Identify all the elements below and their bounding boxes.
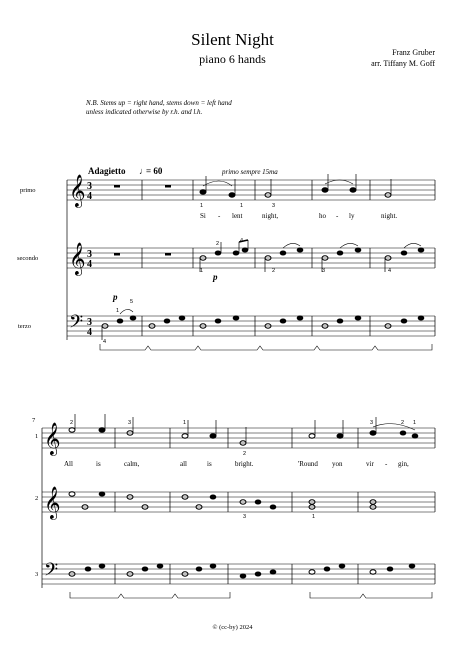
svg-text:1: 1	[413, 420, 417, 426]
copyright-footer: © (cc-by) 2024	[212, 624, 253, 631]
svg-text:3: 3	[272, 203, 276, 209]
treble-clef-icon: 𝄞	[44, 424, 61, 455]
treble-clef-icon: 𝄞	[69, 244, 86, 275]
svg-text:1: 1	[116, 308, 120, 314]
svg-text:calm,: calm,	[124, 460, 140, 468]
tempo-note-icon: ♩	[139, 166, 148, 176]
treble-clef-icon: 𝄞	[69, 176, 86, 207]
part-label-secondo: secondo	[17, 255, 39, 262]
performance-note-line-2: unless indicated otherwise by r.h. and l.h.	[86, 108, 203, 116]
svg-text:1: 1	[240, 203, 244, 209]
svg-text:ly: ly	[349, 212, 355, 220]
svg-text:4: 4	[388, 268, 392, 274]
staff-secondo-1	[67, 248, 435, 268]
dynamic-terzo: p	[113, 292, 118, 302]
tempo-value: = 60	[146, 166, 163, 176]
part-label-primo: primo	[20, 187, 36, 194]
svg-text:3: 3	[243, 514, 247, 520]
svg-text:night.: night.	[381, 212, 398, 220]
fingerings-1	[103, 203, 391, 345]
part-short-3: 3	[35, 571, 39, 578]
svg-text:3: 3	[128, 420, 132, 426]
svg-text:4: 4	[240, 238, 244, 244]
svg-text:2: 2	[401, 420, 405, 426]
svg-text:1: 1	[183, 420, 187, 426]
treble-clef-icon: 𝄞	[44, 488, 61, 519]
svg-text:gin,: gin,	[398, 460, 409, 468]
svg-text:'Round: 'Round	[298, 460, 318, 468]
arranger-name: arr. Tiffany M. Goff	[371, 59, 435, 68]
svg-text:4: 4	[87, 191, 92, 202]
svg-text:bright.: bright.	[235, 460, 254, 468]
svg-text:2: 2	[243, 451, 247, 457]
svg-text:night,: night,	[262, 212, 279, 220]
part-label-terzo: terzo	[18, 323, 31, 330]
svg-text:vir: vir	[366, 460, 374, 468]
svg-text:All: All	[64, 460, 73, 468]
score-title: Silent Night	[191, 30, 274, 49]
svg-text:1: 1	[312, 514, 316, 520]
svg-text:5: 5	[130, 299, 134, 305]
svg-text:4: 4	[87, 327, 92, 338]
staff-primo-1	[67, 180, 435, 200]
svg-text:3: 3	[87, 181, 92, 192]
svg-text:2: 2	[272, 268, 276, 274]
svg-text:is: is	[207, 460, 212, 468]
primo-notes-2	[69, 414, 418, 445]
svg-text:lent: lent	[232, 212, 243, 220]
part-short-2: 2	[35, 495, 39, 502]
composer-name: Franz Gruber	[392, 48, 435, 57]
score-subtitle: piano 6 hands	[199, 52, 266, 66]
svg-text:3: 3	[87, 317, 92, 328]
part-short-1: 1	[35, 433, 39, 440]
rests	[114, 185, 171, 256]
performance-note-line-1: N.B. Stems up = right hand, stems down = left hand	[86, 99, 232, 107]
svg-text:4: 4	[87, 259, 92, 270]
svg-text:3: 3	[370, 420, 374, 426]
lyrics-system-1	[200, 212, 397, 220]
svg-text:-: -	[385, 460, 388, 468]
svg-text:all: all	[180, 460, 187, 468]
pedal-bracket-1	[100, 344, 432, 350]
svg-text:Si: Si	[200, 212, 206, 220]
svg-text:yon: yon	[332, 460, 343, 468]
svg-text:2: 2	[70, 420, 74, 426]
bass-clef-icon: 𝄢	[44, 559, 59, 584]
svg-text:1: 1	[200, 268, 204, 274]
svg-text:3: 3	[322, 268, 326, 274]
svg-text:1: 1	[200, 203, 204, 209]
svg-text:is: is	[96, 460, 101, 468]
svg-text:ho: ho	[319, 212, 326, 220]
measure-number: 7	[32, 417, 36, 424]
terzo-notes-1	[102, 309, 424, 340]
bass-clef-icon: 𝄢	[69, 311, 84, 336]
terzo-notes-2	[69, 564, 415, 578]
svg-text:-: -	[336, 212, 339, 220]
time-signature	[87, 181, 92, 338]
dynamic-secondo: p	[213, 272, 218, 282]
svg-text:4: 4	[103, 339, 107, 345]
svg-text:3: 3	[87, 249, 92, 260]
svg-text:2: 2	[216, 241, 220, 247]
svg-text:-: -	[218, 212, 221, 220]
pedal-bracket-2	[70, 592, 432, 598]
expression-text: primo sempre 15ma	[222, 168, 278, 176]
lyrics-system-2	[64, 460, 409, 468]
primo-notes-1	[200, 174, 391, 197]
tempo-marking: Adagietto	[88, 166, 126, 176]
fingerings-2	[70, 420, 416, 520]
